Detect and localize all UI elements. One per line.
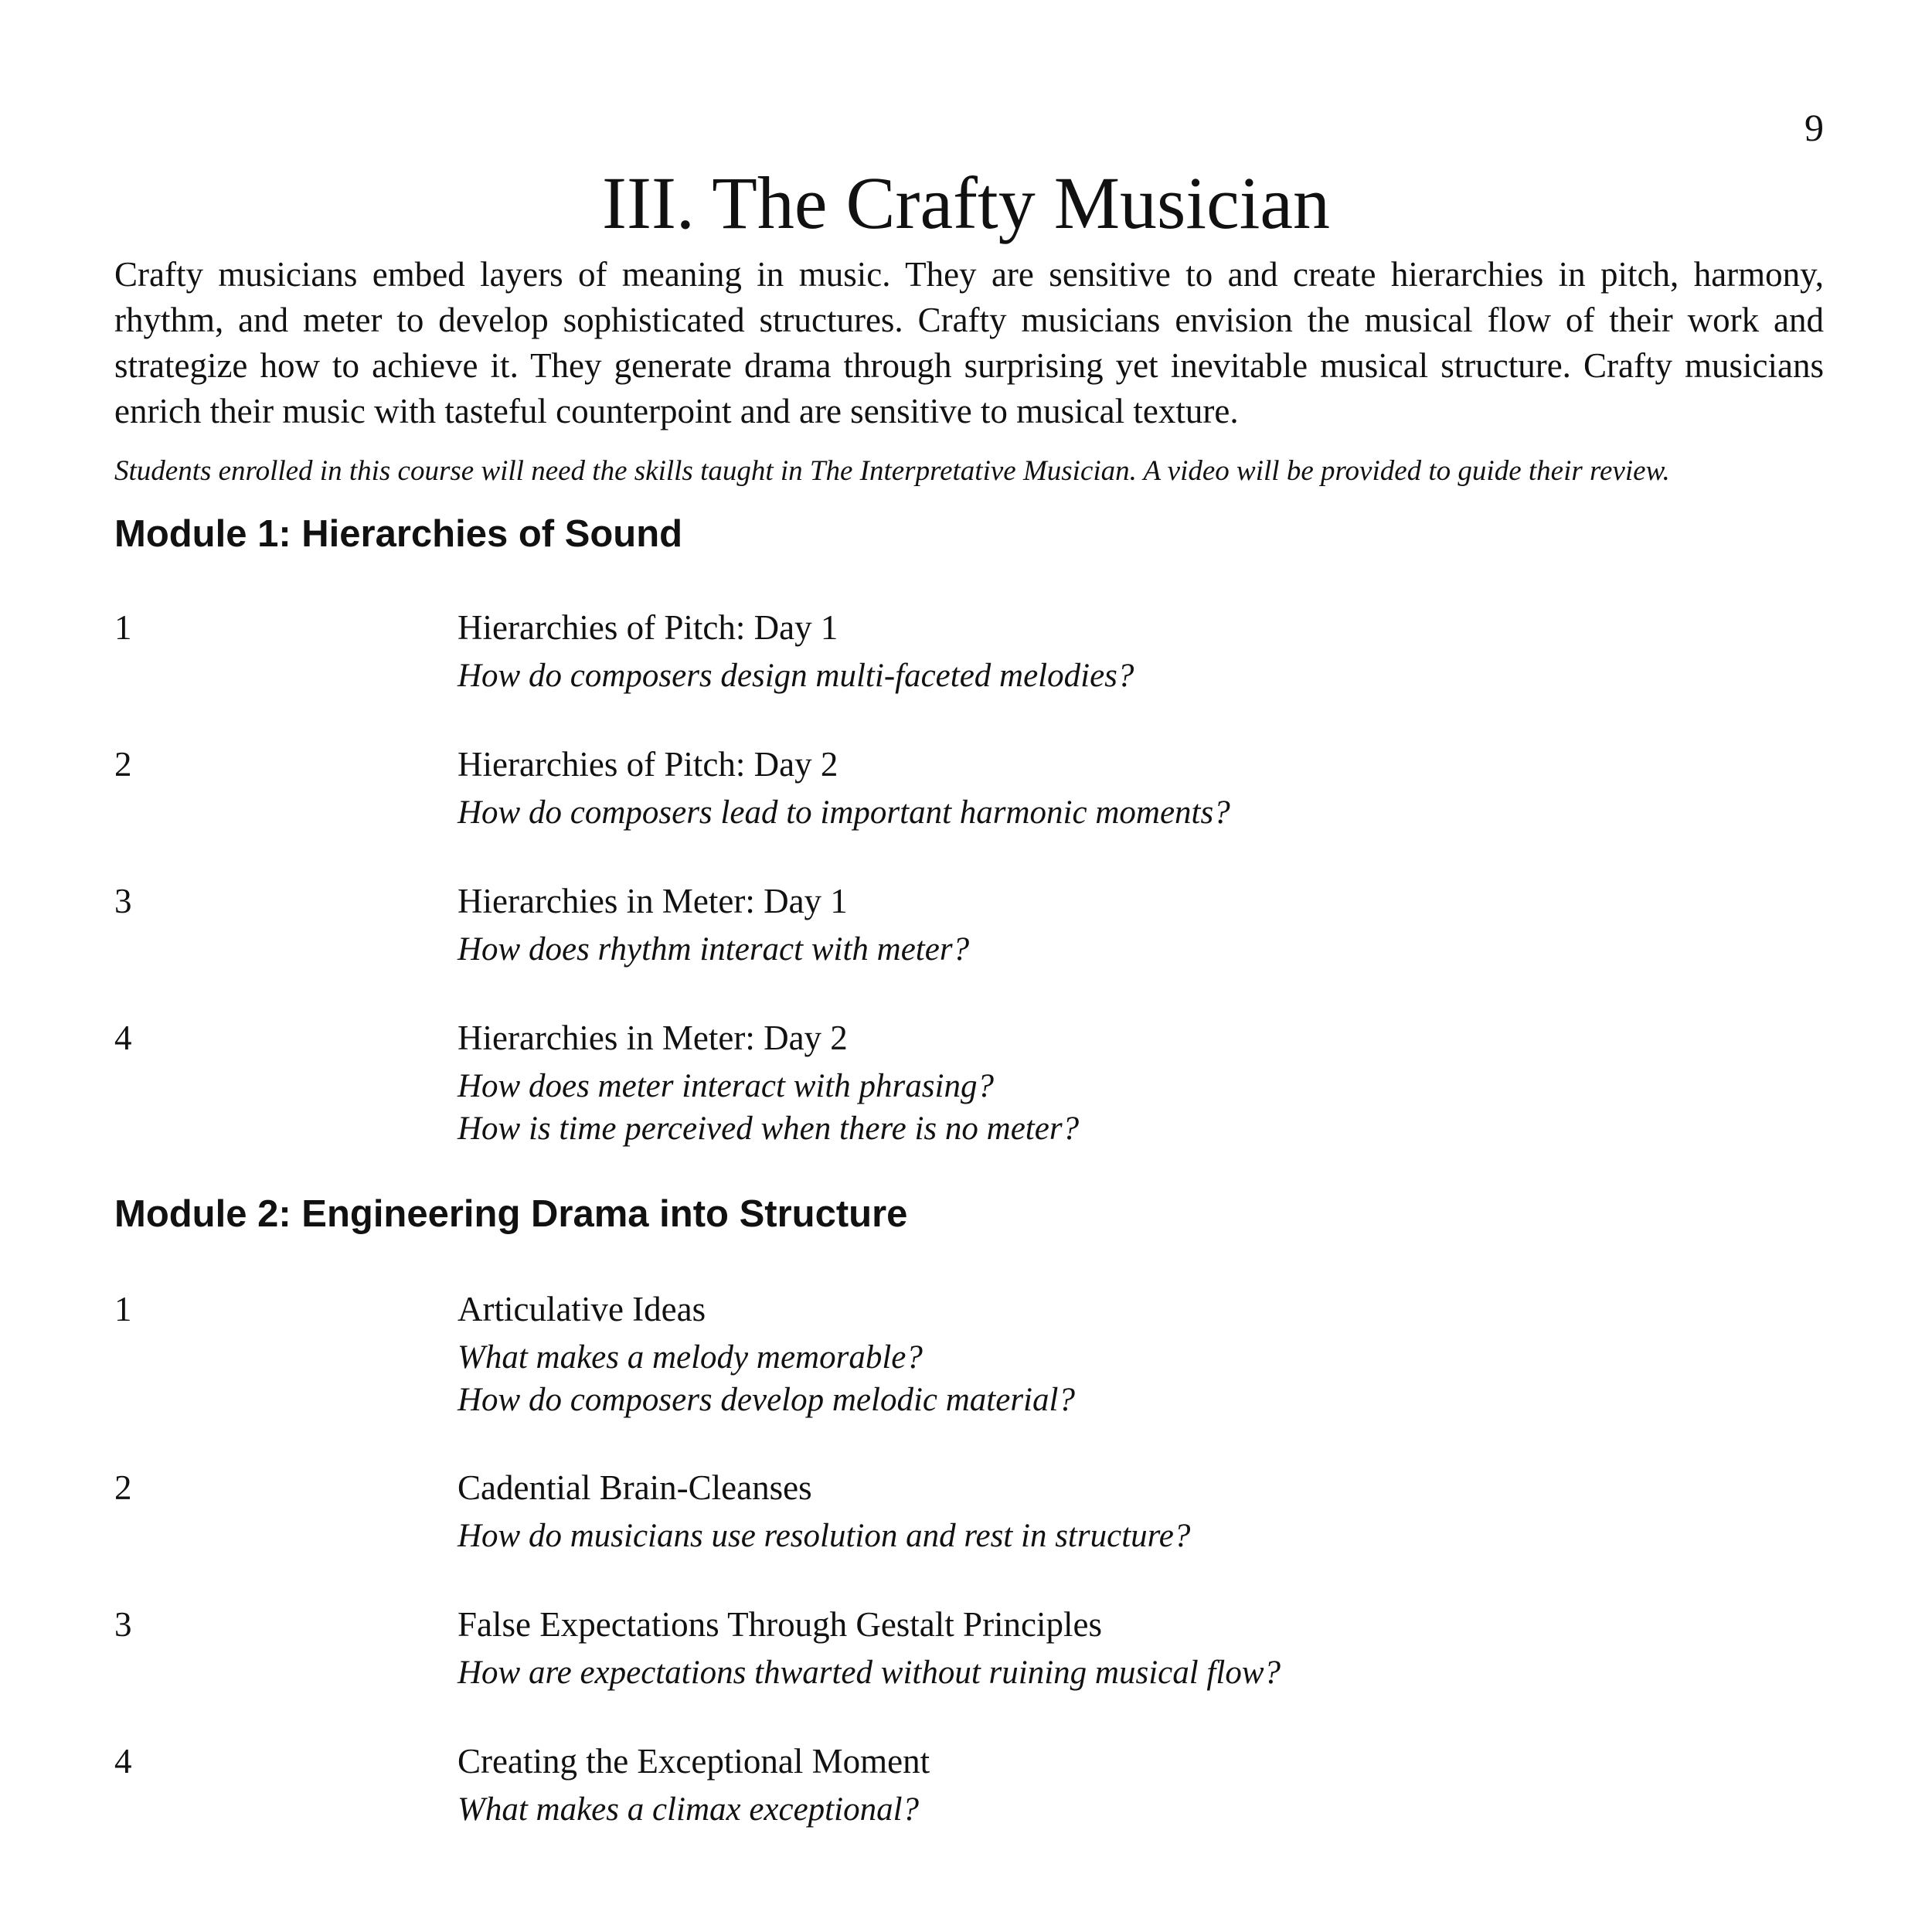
module-2-lesson-list xyxy=(0,1292,1932,1881)
lesson-question: How does rhythm interact with meter? xyxy=(457,931,970,968)
list-item xyxy=(0,608,1932,747)
list-item xyxy=(0,747,1932,884)
list-item xyxy=(0,1744,1932,1881)
prerequisite-note: Students enrolled in this course will need the skills taught in The Interpretative Musician. A video will be provided to guide their review. xyxy=(114,455,1670,487)
list-item xyxy=(0,1468,1932,1607)
lesson-number: 3 xyxy=(114,882,132,920)
lesson-body xyxy=(457,1607,1771,1694)
lesson-number: 1 xyxy=(114,608,132,647)
intro-paragraph: Crafty musicians embed layers of meaning in music. They are sensitive to and create hierarchies in pitch, harmony, rhythm, and meter to develop sophisticated structures. Crafty musicians envision the musical flow of their work and strategize how to achieve it. They generate drama through surprising yet inevitable musical structure. Crafty musicians enrich their music with tasteful counterpoint and are sensitive to musical texture. xyxy=(114,255,1824,430)
lesson-question: How does meter interact with phrasing? xyxy=(457,1068,994,1104)
lesson-body xyxy=(457,1744,1771,1831)
lesson-title: Creating the Exceptional Moment xyxy=(457,1742,930,1781)
lesson-number: 4 xyxy=(114,1019,132,1057)
lesson-body xyxy=(457,884,1771,971)
lesson-title: Cadential Brain-Cleanses xyxy=(457,1468,812,1507)
module-1-heading: Module 1: Hierarchies of Sound xyxy=(114,513,683,555)
lesson-question: How is time perceived when there is no meter? xyxy=(457,1111,1080,1147)
lesson-question: What makes a melody memorable? xyxy=(457,1339,923,1376)
list-item xyxy=(0,1292,1932,1471)
lesson-number: 3 xyxy=(114,1605,132,1644)
lesson-body xyxy=(457,1292,1771,1421)
lesson-title: Articulative Ideas xyxy=(457,1290,706,1328)
lesson-number: 4 xyxy=(114,1742,132,1781)
lesson-title: Hierarchies of Pitch: Day 2 xyxy=(457,745,838,784)
lesson-question: How do composers develop melodic material? xyxy=(457,1382,1075,1418)
list-item xyxy=(0,1607,1932,1744)
lesson-number: 2 xyxy=(114,1468,132,1507)
lesson-body xyxy=(457,1021,1771,1150)
lesson-number: 1 xyxy=(114,1290,132,1328)
lesson-body xyxy=(457,1468,1771,1557)
list-item xyxy=(0,1021,1932,1199)
lesson-title: Hierarchies in Meter: Day 2 xyxy=(457,1019,848,1057)
module-2-heading: Module 2: Engineering Drama into Structure xyxy=(114,1193,908,1235)
page-title: III. The Crafty Musician xyxy=(602,162,1330,244)
lesson-question: How do composers lead to important harmonic moments? xyxy=(457,794,1230,831)
lesson-body xyxy=(457,747,1771,834)
lesson-body xyxy=(457,608,1771,697)
page-number: 9 xyxy=(1804,106,1824,149)
lesson-title: Hierarchies of Pitch: Day 1 xyxy=(457,608,838,647)
lesson-question: What makes a climax exceptional? xyxy=(457,1791,920,1828)
lesson-title: Hierarchies in Meter: Day 1 xyxy=(457,882,848,920)
lesson-number: 2 xyxy=(114,745,132,784)
lesson-question: How do composers design multi-faceted melodies? xyxy=(457,658,1134,694)
module-1-lesson-list xyxy=(0,608,1932,1199)
lesson-question: How are expectations thwarted without ruining musical flow? xyxy=(457,1655,1281,1691)
lesson-question: How do musicians use resolution and rest in structure? xyxy=(457,1518,1191,1554)
lesson-title: False Expectations Through Gestalt Principles xyxy=(457,1605,1103,1644)
list-item xyxy=(0,884,1932,1021)
